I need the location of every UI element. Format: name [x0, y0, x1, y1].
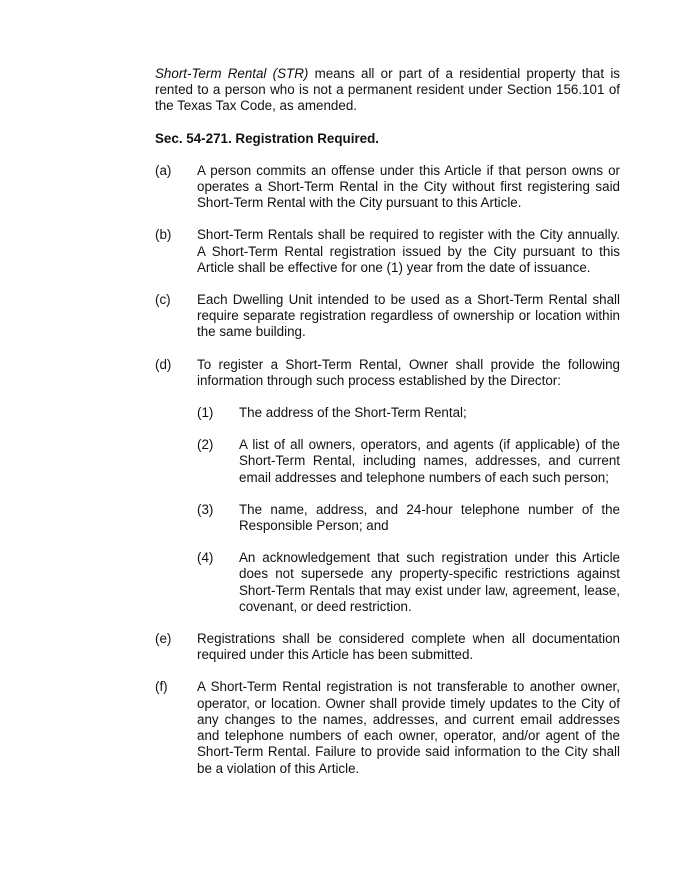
subitem-label: (4): [197, 550, 214, 566]
item-e: [155, 631, 620, 663]
item-text: To register a Short-Term Rental, Owner shall provide the following information through such process established by the Director:: [197, 356, 620, 388]
subitem-text: The address of the Short-Term Rental;: [239, 405, 467, 421]
subitem-1: [197, 405, 620, 421]
definition-text: means all or part of a residential property that is rented to a person who is not a permanent resident under Section 156.101 of the Texas Tax Code, as amended.: [155, 66, 620, 114]
item-label: (d): [155, 356, 172, 372]
item-label: (f): [155, 679, 168, 695]
subitem-3: [197, 502, 620, 534]
subitem-4: [197, 550, 620, 615]
subitem-label: (3): [197, 501, 214, 517]
subitem-text: The name, address, and 24-hour telephone number of the Responsible Person; and: [239, 501, 620, 534]
subitem-2: [197, 437, 620, 486]
item-c: [155, 292, 620, 341]
item-text: Registrations shall be considered complete when all documentation required under this Article has been submitted.: [197, 631, 620, 663]
definition-paragraph: [155, 66, 620, 115]
item-text: A person commits an offense under this Article if that person owns or operates a Short-Term Rental in the City without first registering said Short-Term Rental with the City pursuant to this Article.: [197, 162, 620, 211]
item-body: [197, 357, 620, 615]
subitem-label: (1): [197, 405, 214, 421]
item-text: Short-Term Rentals shall be required to register with the City annually. A Short-Term Rental registration issued by the City pursuant to this Article shall be effective for one (1) year from the date of issuance.: [197, 227, 620, 275]
item-d: [155, 357, 620, 615]
item-label: (c): [155, 292, 171, 308]
item-label: (b): [155, 227, 172, 243]
item-a: [155, 163, 620, 212]
subitem-text: A list of all owners, operators, and agents (if applicable) of the Short-Term Rental, including names, addresses, and current email addresses and telephone numbers of each such person;: [239, 437, 620, 485]
subitem-label: (2): [197, 437, 214, 453]
item-text: A Short-Term Rental registration is not transferable to another owner, operator, or location. Owner shall provide timely updates to the City of any changes to the names, addresses, and current email addresses and telephone numbers of each owner, operator, and/or agent of the Short-Term Rental. Failure to provide said information to the City shall be a violation of this Article.: [197, 679, 620, 776]
defined-term: Short-Term Rental (STR): [155, 66, 309, 81]
document-page: [155, 66, 620, 793]
item-f: [155, 679, 620, 776]
section-heading: Sec. 54-271. Registration Required.: [155, 130, 379, 146]
item-label: (e): [155, 631, 172, 647]
item-text: Each Dwelling Unit intended to be used as a Short-Term Rental shall require separate registration regardless of ownership or location within the same building.: [197, 292, 620, 340]
subitem-list: [197, 405, 620, 615]
subitem-text: An acknowledgement that such registration under this Article does not supersede any property-specific restrictions against Short-Term Rentals that may exist under law, agreement, lease, covenant, or deed restriction.: [239, 550, 620, 614]
item-label: (a): [155, 162, 172, 178]
item-b: [155, 227, 620, 276]
